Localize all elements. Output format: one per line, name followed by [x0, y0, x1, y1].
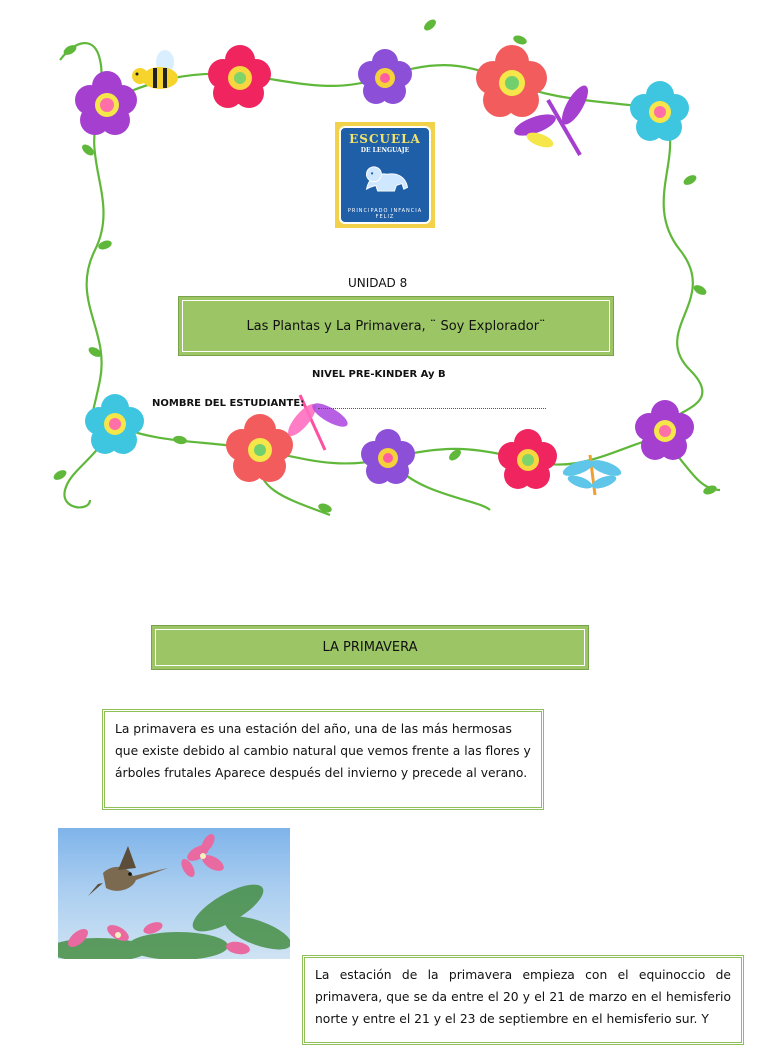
paragraph-box: [102, 709, 544, 810]
flower-icon: [226, 414, 293, 482]
section-heading: LA PRIMAVERA: [322, 640, 418, 655]
level-label: NIVEL PRE-KINDER Ay B: [312, 369, 446, 380]
bee-icon: [132, 50, 178, 89]
hummingbird-icon: [88, 846, 168, 896]
paragraph-text-2: La estación de la primavera empieza con el equinoccio de primavera, que se da entre el 20 y el 21 de marzo en el hemisferio norte y entre el 21 y el 23 de septiembre en el hemisferio sur. Y: [315, 968, 731, 1026]
flower-icon: [476, 45, 547, 117]
student-name-line[interactable]: [318, 408, 546, 409]
logo-title: ESCUELA: [349, 132, 421, 146]
paragraph-text: La primavera es una estación del año, una de las más hermosas que existe debido al cambio natural que vemos frente a las flores y árboles frutales Aparece después del invierno y precede al verano.: [115, 722, 531, 780]
cover-title: Las Plantas y La Primavera, ¨ Soy Explorador¨: [246, 318, 546, 334]
flower-icon: [630, 81, 689, 141]
dragonfly-icon: [561, 455, 623, 495]
school-logo: [335, 122, 435, 228]
flower-icon: [358, 49, 412, 104]
lion-crest-icon: [359, 158, 415, 198]
student-name-label: NOMBRE DEL ESTUDIANTE:: [152, 398, 305, 409]
flower-icon: [498, 429, 557, 489]
flower-icon: [635, 400, 694, 460]
unit-label: UNIDAD 8: [348, 276, 408, 290]
logo-ring-text: PRINCIPADO INFANCIA FELIZ: [347, 208, 423, 220]
hummingbird-photo: [58, 828, 290, 959]
paragraph-box-2: [302, 955, 744, 1045]
hummingbird-photo-illustration: [58, 828, 290, 959]
cover-title-box: [178, 296, 614, 356]
flower-icon: [208, 45, 271, 108]
logo-subtitle: DE LENGUAJE: [360, 147, 410, 154]
flower-icon: [75, 71, 137, 135]
section-heading-box: [151, 625, 589, 670]
flower-icon: [361, 429, 415, 484]
